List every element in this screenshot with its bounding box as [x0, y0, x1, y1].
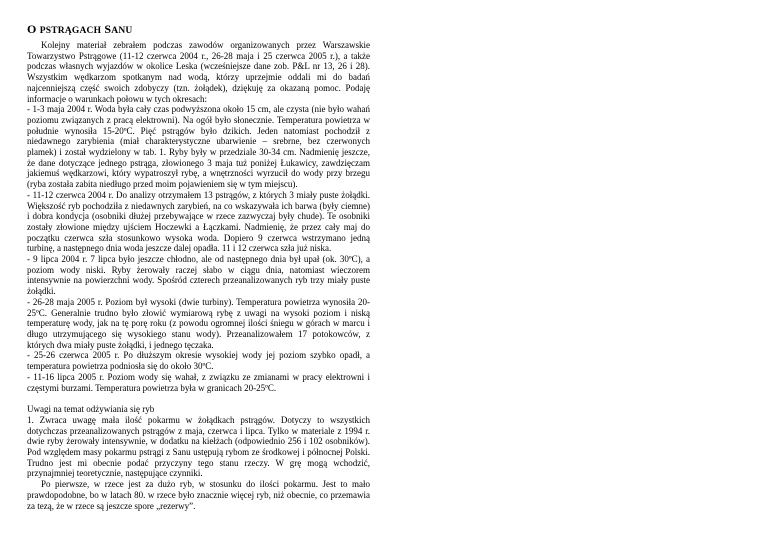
title-word-pstragach: PSTRĄGACH	[39, 26, 102, 36]
article	[27, 22, 370, 511]
remark-paragraph-2: Po pierwsze, w rzece jest za dużo ryb, w stosunku do ilości pokarmu. Jest to mało prawdopodobne, bo w latach 80. w rzece było znacznie więcej ryb, niż obecnie, co przemawia za tezą, że w rzece są jeszcze spore „rezerwy”.	[27, 479, 370, 511]
remark-paragraph-1: 1. Zwraca uwagę mała ilość pokarmu w żołądkach pstrągów. Dotyczy to wszystkich dotychczas przeanalizowanych pstrągów z maja, czerwca i lipca. Tylko w materiale z 1994 r. dwie ryby żerowały intensywnie, w dodatku na kiełżach (odpowiednio 256 i 102 osobników). Pod względem masy pokarmu pstrągi z Sanu ustępują rybom ze środkowej i północnej Polski. Trudno jest mi obecnie podać przyczyny tego stanu rzeczy. W grę mogą wchodzić, przynajmniej teoretycznie, następujące czynniki.	[27, 414, 370, 479]
title-word-anu: ANU	[111, 26, 133, 36]
entry-may-2004: - 1-3 maja 2004 r. Woda była cały czas podwyższona około 15 cm, ale czysta (nie było wahań poziomu związanych z pracą elektrowni). Na ogół było słonecznie. Temperatura powietrza w południe wynosiła 15-20ºC. Pięć pstrągów było dzikich. Jeden natomiast pochodził z niedawnego zarybienia (miał charakterystyczne ubarwienie – srebrne, bez czerwonych plamek) i został wydzielony w tab. 1. Ryby były w przedziale 30-34 cm. Nadmienię jeszcze, że dane dotyczące jednego pstrąga, złowionego 3 maja tuż poniżej Łukawicy, zawdzięczam jakiemuś wędkarzowi, który wypatroszył rybę, a wnętrzności wyrzucił do wody przy brzegu (ryba została zabita niedługo przed moim pojawieniem się w tym miejscu).	[27, 104, 370, 190]
entry-may-2005: - 26-28 maja 2005 r. Poziom był wysoki (dwie turbiny). Temperatura powietrza wynosiła 20-25ºC. Generalnie trudno było złowić wymiarową rybę z uwagi na wysoki poziom i niską temperaturę wody, jak na tę porę roku (z powodu ogromnej ilości śniegu w górach w marcu i długo utrzymującego się wysokiego stanu wody). Przeanalizowałem 17 potokowców, z których dwa miały puste żołądki, i jednego tęczaka.	[27, 296, 370, 350]
section-gap	[27, 393, 370, 404]
title-initial-o: O	[27, 22, 37, 36]
entry-july-2005: - 11-16 lipca 2005 r. Poziom wody się wahał, z związku ze zmianami w pracy elektrowni i częstymi burzami. Temperatura powietrza była w granicach 20-25ºC.	[27, 371, 370, 393]
entry-june-2004: - 11-12 czerwca 2004 r. Do analizy otrzymałem 13 pstrągów, z których 3 miały puste żołądki. Większość ryb pochodziła z niedawnych zarybień, na co wskazywała ich barwa (były ciemne) i dobra kondycja (osobniki dłużej przebywające w rzece zazwyczaj były chude). Te osobniki zostały złowione między ujściem Hoczewki a Łączkami. Nadmienię, że przez cały maj do początku czerwca szła stosunkowo wysoka woda. Dopiero 9 czerwca wstrzymano jedną turbinę, a następnego dnia woda jeszcze dalej opadła. 11 i 12 czerwca szła już niska.	[27, 189, 370, 254]
title-initial-s: S	[104, 22, 112, 36]
intro-paragraph: Kolejny materiał zebrałem podczas zawodów organizowanych przez Warszawskie Towarzystwo Pstrągowe (11-12 czerwca 2004 r., 26-28 maja i 25 czerwca 2005 r.), a także podczas własnych wyjazdów w okolice Leska (wcześniejsze dane zob. P&L nr 13, 26 i 28). Wszystkim wędkarzom spotkanym nad wodą, którzy uprzejmie oddali mi do badań najcenniejszą część swoich zdobyczy (tzn. żołądek), dziękuję za okazaną pomoc. Podaję informacje o warunkach połowu w tych okresach:	[27, 40, 370, 104]
article-title	[27, 22, 370, 38]
entry-july-2004: - 9 lipca 2004 r. 7 lipca było jeszcze chłodno, ale od następnego dnia był upał (ok. 30ºC), a poziom wody niski. Ryby żerowały raczej słabo w ciągu dnia, natomiast wieczorem intensywnie na powierzchni wody. Spośród czterech przeanalizowanych ryb trzy miały puste żołądki.	[27, 254, 370, 297]
entry-june-2005: - 25-26 czerwca 2005 r. Po dłuższym okresie wysokiej wody jej poziom szybko opadł, a temperatura powietrza podniosła się do około 30ºC.	[27, 350, 370, 372]
article-body	[27, 40, 370, 511]
section-heading: Uwagi na temat odżywiania się ryb	[27, 404, 155, 415]
